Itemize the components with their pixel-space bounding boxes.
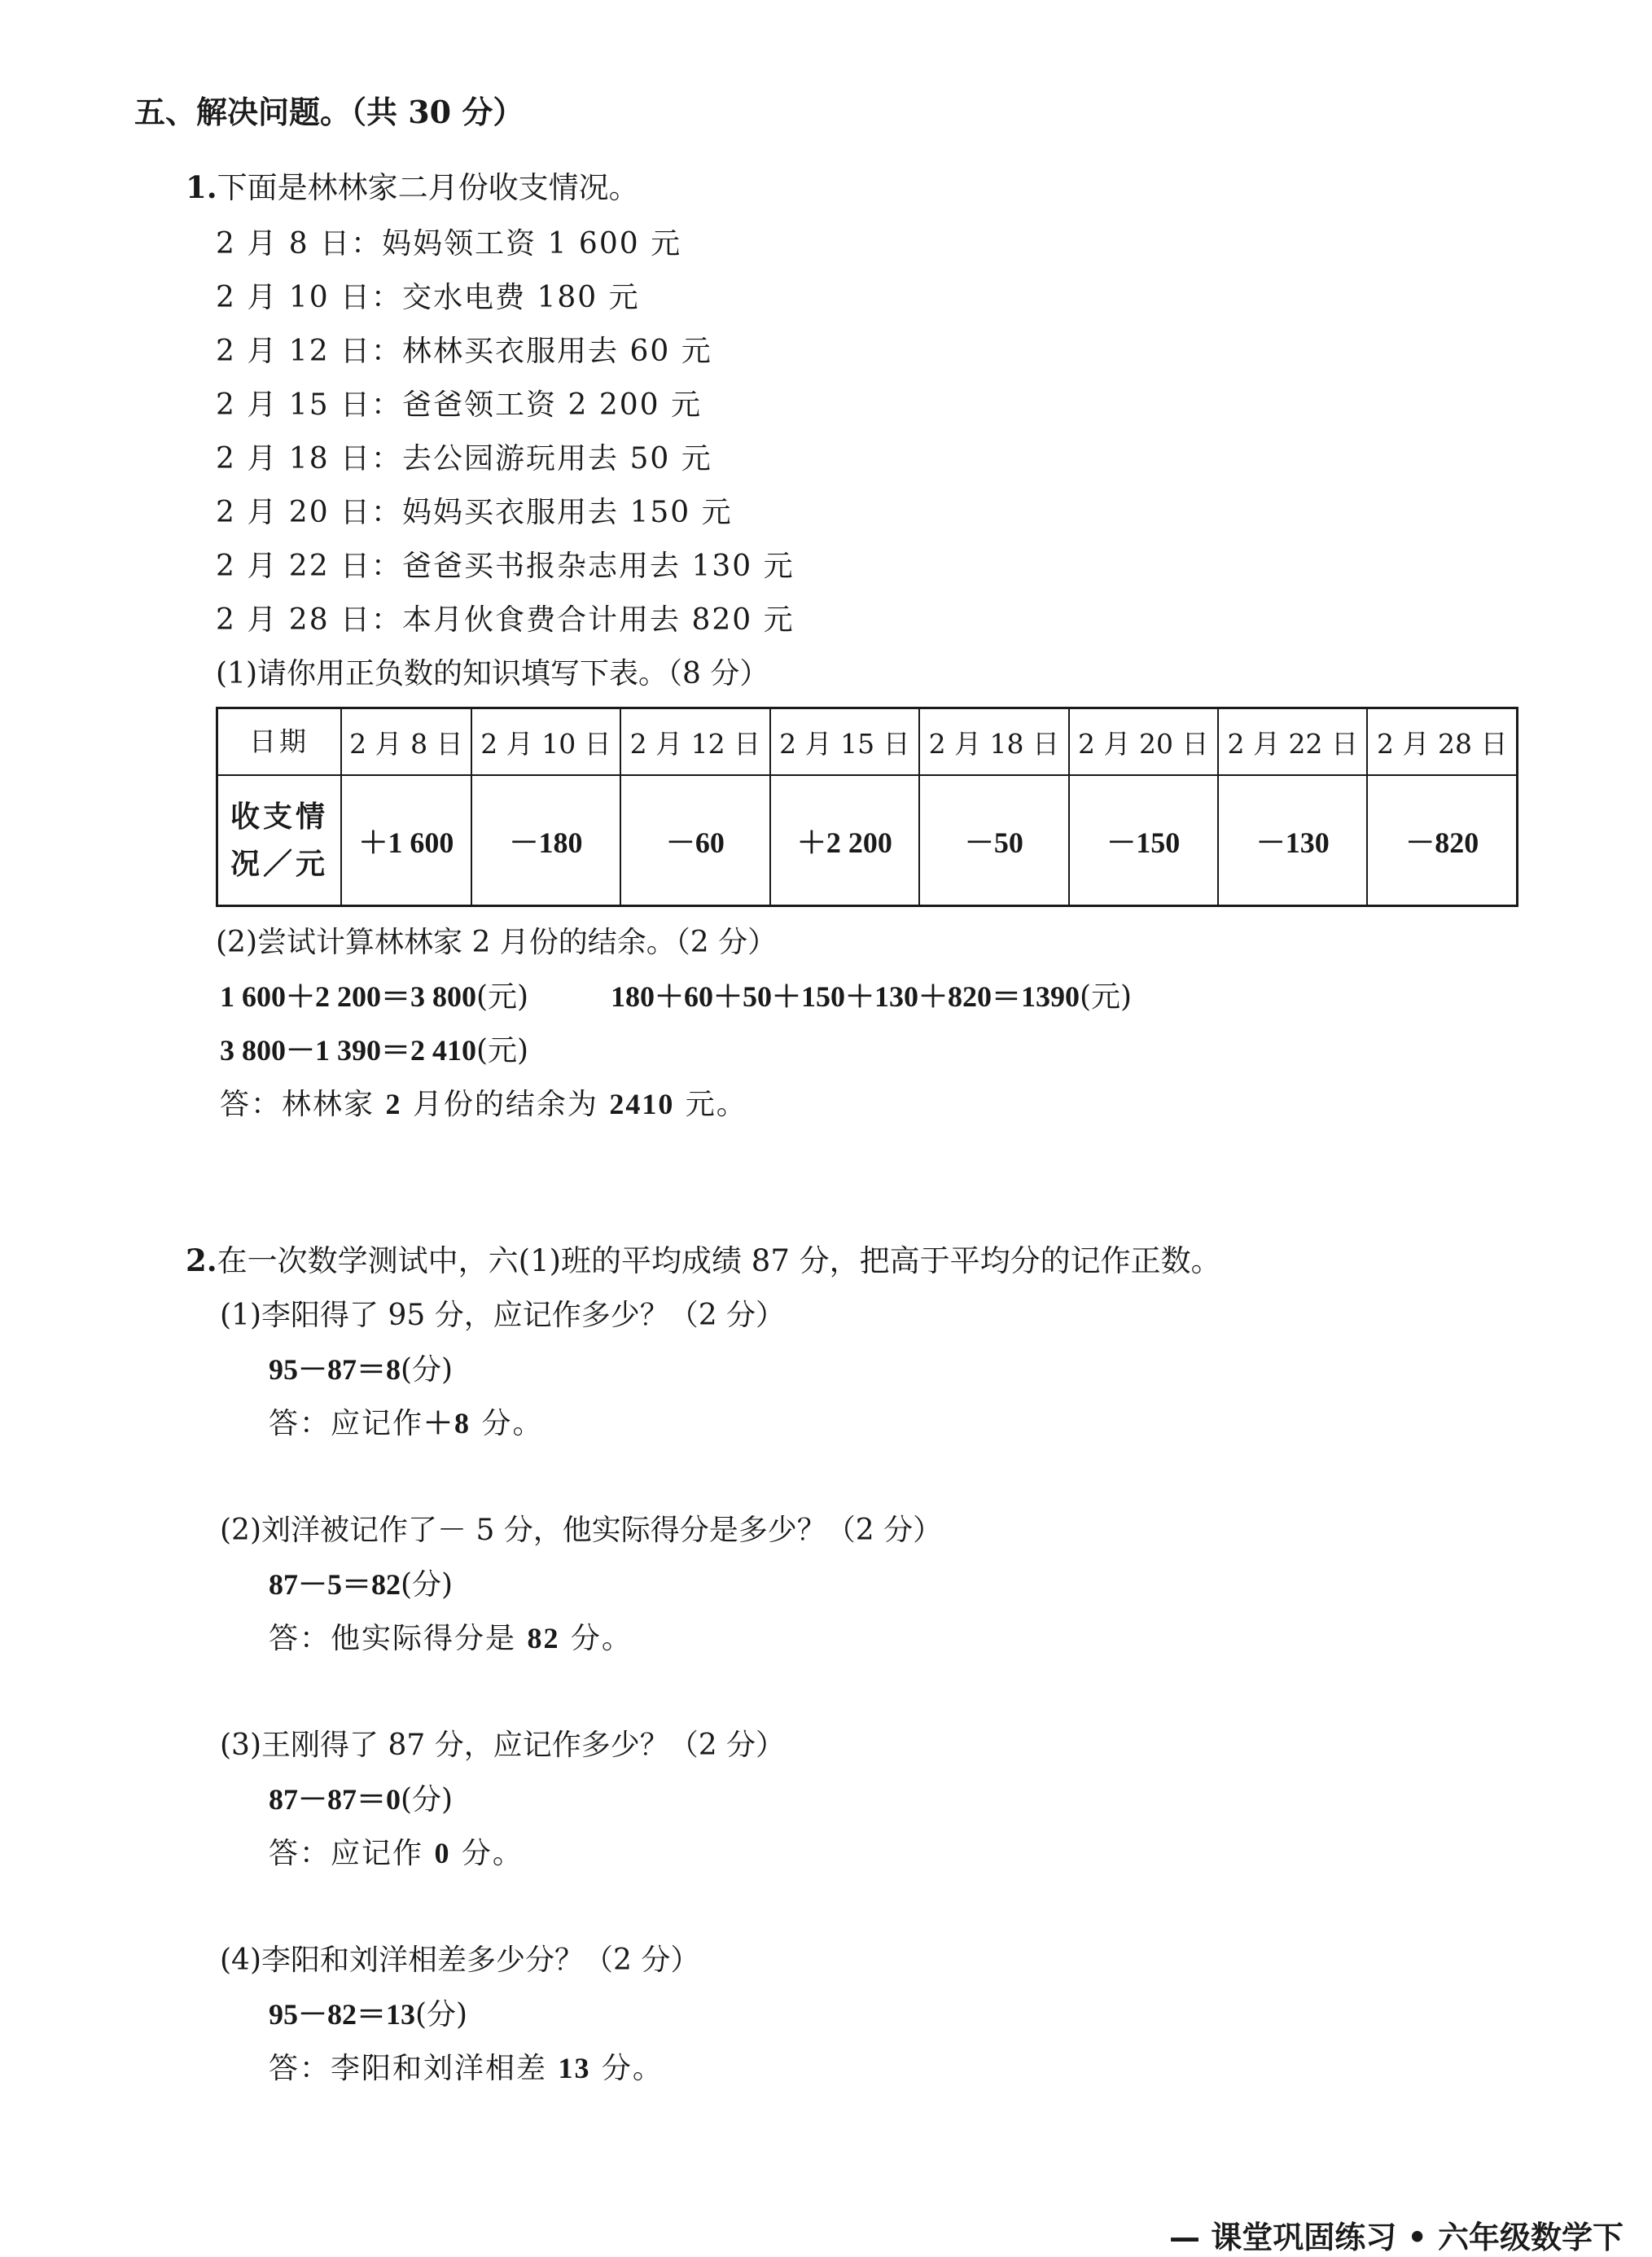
table-value-cell: －130 [1218,775,1367,906]
answer-value: ＋8 [423,1407,471,1440]
answer-value: 82 [527,1622,560,1654]
q2-part4-answer [269,2050,664,2087]
question-number: 1. [186,169,217,205]
q2-part1-answer [269,1405,543,1442]
record-item: 2 月 22 日：爸爸买书报杂志用去 130 元 [216,550,795,583]
q2-part1-prompt: (1)李阳得了 95 分，应记作多少？（2 分） [220,1299,786,1332]
answer-value: 13 [558,2052,591,2084]
page-footer: — 课堂巩固练习 • 六年级数学下 [1169,2220,1624,2255]
answer-text: 分。 [559,1622,633,1655]
table-date-cell: 2 月 15 日 [770,708,919,776]
unit-label: (元) [1080,980,1133,1014]
unit-label: (分) [415,1998,468,2031]
row-label-line: 收支情 [230,800,328,833]
unit-label: (分) [401,1568,454,1602]
calc-expression: 95－82＝13 [269,1998,416,2031]
table-date-cell: 2 月 20 日 [1069,708,1218,776]
calc-expense-total: 180＋60＋50＋150＋130＋820＝1390 [611,980,1080,1013]
table-value-row [217,775,1518,906]
record-item: 2 月 20 日：妈妈买衣服用去 150 元 [216,496,733,529]
question-stem: 在一次数学测试中，六(1)班的平均成绩 87 分，把高于平均分的记作正数。 [217,1243,1221,1278]
calc-expression: 87－5＝82 [269,1568,401,1601]
answer-text: 元。 [674,1088,747,1121]
answer-text: 答：林林家 [220,1088,386,1121]
table-value-cell: －50 [919,775,1068,906]
record-item: 2 月 18 日：去公园游玩用去 50 元 [216,442,712,476]
calc-income-total: 1 600＋2 200＝3 800 [220,980,476,1013]
q2-part1-calc [269,1352,453,1388]
table-date-cell: 2 月 18 日 [919,708,1068,776]
q1-part1-prompt: (1)请你用正负数的知识填写下表。（8 分） [216,657,769,690]
table-value-cell: －60 [620,775,769,906]
row-label-line: 况／元 [230,848,328,880]
unit-label: (元) [476,1034,529,1067]
q2-part3-calc [269,1781,453,1818]
answer-text: 分。 [590,2052,664,2085]
q2-part2-prompt: (2)刘洋被记作了－ 5 分，他实际得分是多少？（2 分） [220,1514,943,1547]
question-1 [186,169,639,206]
calc-expense-total-line [611,979,1132,1015]
calc-line-1 [220,979,528,1015]
unit-label: (分) [401,1353,454,1387]
answer-value: 0 [434,1837,451,1869]
answer-value: 2410 [609,1088,675,1120]
q2-part2-calc [269,1567,453,1603]
table-row-label [217,775,342,906]
table-value-cell: －820 [1367,775,1517,906]
record-item: 2 月 12 日：林林买衣服用去 60 元 [216,335,712,368]
q1-answer [220,1086,747,1123]
calc-expression: 87－87＝0 [269,1783,401,1816]
unit-label: (元) [476,980,529,1014]
calc-balance: 3 800－1 390＝2 410 [220,1034,476,1067]
q2-part4-calc [269,1996,467,2033]
record-item: 2 月 15 日：爸爸领工资 2 200 元 [216,388,702,422]
calc-line-2 [220,1032,528,1069]
question-number: 2. [186,1242,217,1278]
answer-text: 答：应记作 [269,1837,435,1870]
table-value-cell: ＋2 200 [770,775,919,906]
table-date-cell: 2 月 12 日 [620,708,769,776]
table-date-cell: 2 月 28 日 [1367,708,1517,776]
table-header-row [217,708,1518,776]
table-value-cell: ＋1 600 [341,775,471,906]
record-item: 2 月 28 日：本月伙食费合计用去 820 元 [216,603,795,637]
q2-part4-prompt: (4)李阳和刘洋相差多少分？（2 分） [220,1944,700,1977]
answer-text: 答：他实际得分是 [269,1622,528,1655]
answer-value: 2 [385,1088,402,1120]
answer-text: 答：李阳和刘洋相差 [269,2052,559,2085]
question-2 [186,1242,1221,1279]
section-title: 五、解决问题。（共 30 分） [134,94,524,130]
record-item: 2 月 10 日：交水电费 180 元 [216,281,640,314]
q1-part2-prompt: (2)尝试计算林林家 2 月份的结余。（2 分） [216,926,778,959]
table-date-cell: 2 月 8 日 [341,708,471,776]
calc-expression: 95－87＝8 [269,1353,401,1386]
unit-label: (分) [401,1783,454,1817]
q2-part3-answer [269,1835,524,1872]
question-stem: 下面是林林家二月份收支情况。 [217,170,639,205]
answer-text: 分。 [471,1407,544,1440]
q2-part2-answer [269,1620,633,1657]
table-value-cell: －180 [471,775,620,906]
q2-part3-prompt: (3)王刚得了 87 分，应记作多少？（2 分） [220,1729,786,1762]
income-expense-table [216,707,1518,907]
table-date-cell: 2 月 22 日 [1218,708,1367,776]
table-header-label: 日期 [217,708,342,776]
table-date-cell: 2 月 10 日 [471,708,620,776]
answer-text: 分。 [450,1837,524,1870]
record-item: 2 月 8 日：妈妈领工资 1 600 元 [216,227,682,261]
answer-text: 答：应记作 [269,1407,424,1440]
answer-text: 月份的结余为 [401,1088,610,1121]
table-value-cell: －150 [1069,775,1218,906]
